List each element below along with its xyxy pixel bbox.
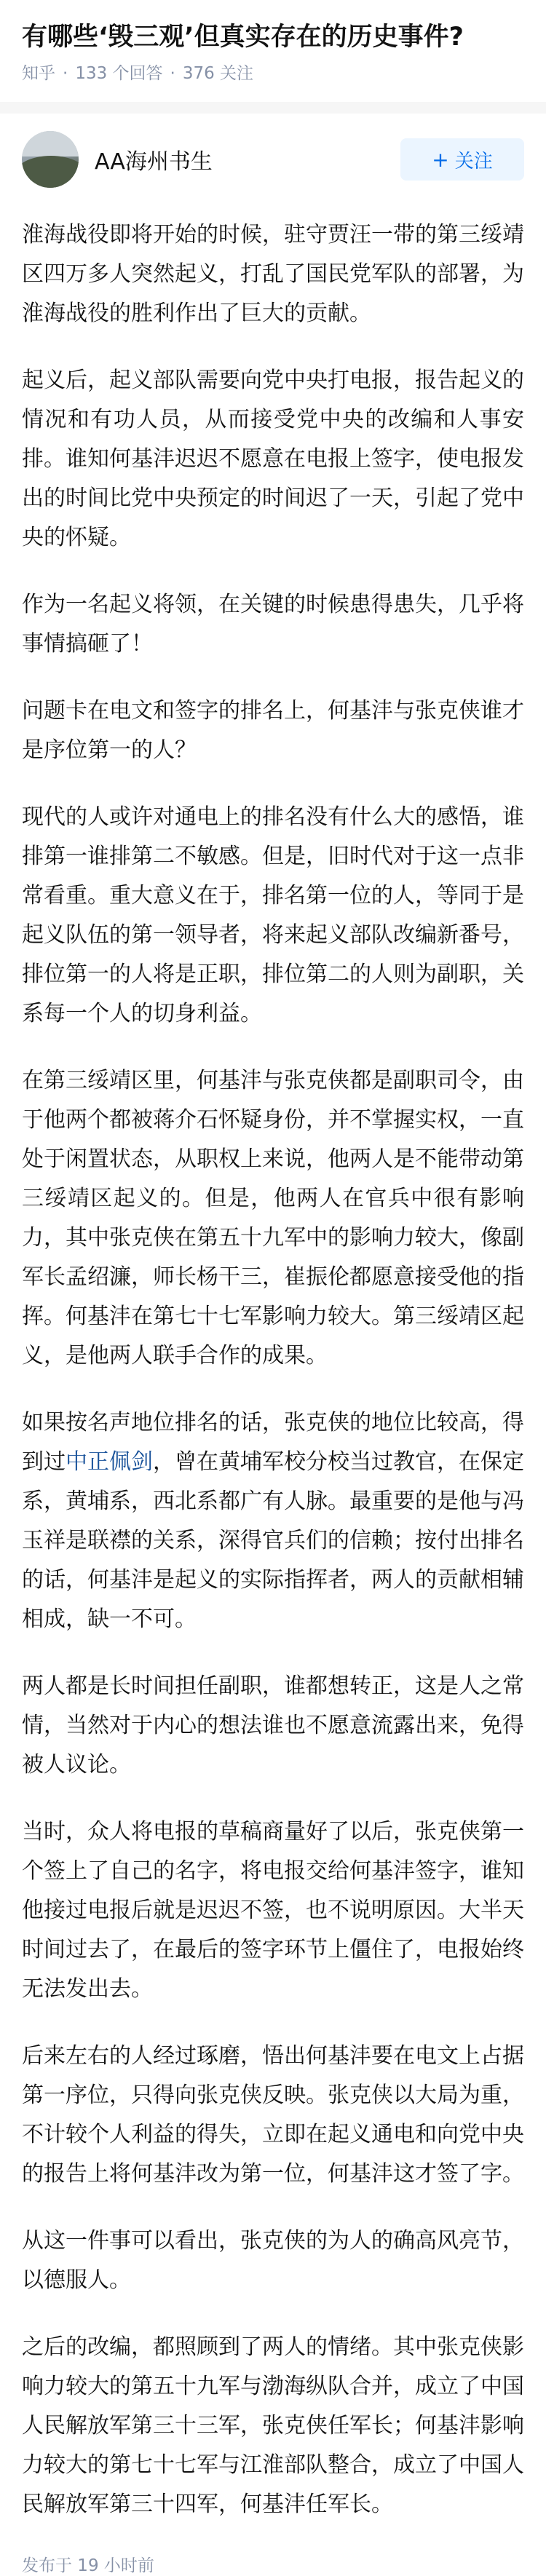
publish-time: 发布于 19 小时前 <box>22 2556 154 2575</box>
question-meta <box>22 61 524 86</box>
answer-paragraph: 当时，众人将电报的草稿商量好了以后，张克侠第一个签上了自己的名字，将电报交给何基沣签字，谁知他接过电报后就是迟迟不签，也不说明原因。大半天时间过去了，在最后的签字环节上僵住了，电报始终无法发出去。 <box>22 1819 524 2002</box>
section-divider <box>0 102 546 114</box>
answer-body <box>0 189 546 2524</box>
question-source[interactable]: 知乎 <box>22 64 55 83</box>
keyword-link[interactable]: 中正佩剑 <box>66 1449 153 1475</box>
avatar[interactable] <box>22 131 79 188</box>
answer-paragraph: 问题卡在电文和签字的排名上，何基沣与张克侠谁才是序位第一的人？ <box>22 698 524 763</box>
answers-count[interactable]: 133 个回答 <box>75 64 163 83</box>
answer-paragraph: 从这一件事可以看出，张克侠的为人的确高风亮节，以德服人。 <box>22 2228 524 2293</box>
answer-paragraph: 在第三绥靖区里，何基沣与张克侠都是副职司令，由于他两个都被蒋介石怀疑身份，并不掌握实权，一直处于闲置状态，从职权上来说，他两人是不能带动第三绥靖区起义的。但是，他两人在官兵中很有影响力，其中张克侠在第五十九军中的影响力较大，像副军长孟绍濂，师长杨干三，崔振伦都愿意接受他的指挥。何基沣在第七十七军影响力较大。第三绥靖区起义，是他两人联手合作的成果。 <box>22 1068 524 1368</box>
plus-icon: + <box>432 147 449 172</box>
answer-paragraph: 起义后，起义部队需要向党中央打电报，报告起义的情况和有功人员，从而接受党中央的改编和人事安排。谁知何基沣迟迟不愿意在电报上签字，使电报发出的时间比党中央预定的时间迟了一天，引起了党中央的怀疑。 <box>22 368 524 550</box>
avatar-hill <box>22 156 79 188</box>
question-header <box>0 0 546 86</box>
follow-button[interactable] <box>400 138 524 181</box>
paragraph-text: 如果按名声地位排名的话，张克侠的地位比较高，得到过 <box>22 1410 524 1475</box>
author-name[interactable]: AA海州书生 <box>95 149 213 175</box>
avatar-sky <box>22 131 79 156</box>
answer-paragraph: 两人都是长时间担任副职，谁都想转正，这是人之常情，当然对于内心的想法谁也不愿意流露出来，免得被人议论。 <box>22 1673 524 1778</box>
answer-paragraph: 现代的人或许对通电上的排名没有什么大的感悟，谁排第一谁排第二不敏感。但是，旧时代对于这一点非常看重。重大意义在于，排名第一位的人，等同于是起义队伍的第一领导者，将来起义部队改编新番号，排位第一的人将是正职，排位第二的人则为副职，关系每一个人的切身利益。 <box>22 804 524 1026</box>
answer-paragraph: 淮海战役即将开始的时候，驻守贾汪一带的第三绥靖区四万多人突然起义，打乱了国民党军队的部署，为淮海战役的胜利作出了巨大的贡献。 <box>22 222 524 326</box>
author-row <box>0 114 546 189</box>
answer-paragraph: 后来左右的人经过琢磨，悟出何基沣要在电文上占据第一序位，只得向张克侠反映。张克侠以大局为重，不计较个人利益的得失，立即在起义通电和向党中央的报告上将何基沣改为第一位，何基沣这才签了字。 <box>22 2043 524 2187</box>
meta-separator: · <box>170 64 175 83</box>
followers-count: 376 关注 <box>182 64 254 83</box>
answer-paragraph: 作为一名起义将领，在关键的时候患得患失，几乎将事情搞砸了！ <box>22 592 524 657</box>
follow-label: 关注 <box>454 150 493 173</box>
question-title[interactable]: 有哪些‘毁三观’但真实存在的历史事件? <box>22 23 464 52</box>
answer-paragraph: 之后的改编，都照顾到了两人的情绪。其中张克侠影响力较大的第五十九军与渤海纵队合并，成立了中国人民解放军第三十三军，张克侠任军长；何基沣影响力较大的第七十七军与江淮部队整合，成立了中国人民解放军第三十四军，何基沣任军长。 <box>22 2334 524 2517</box>
answer-paragraph <box>22 1403 524 1639</box>
meta-separator: · <box>63 64 68 83</box>
paragraph-text: ，曾在黄埔军校分校当过教官，在保定系，黄埔系，西北系都广有人脉。最重要的是他与冯玉祥是联襟的关系，深得官兵们的信赖；按付出排名的话，何基沣是起义的实际指挥者，两人的贡献相辅相成，缺一不可。 <box>22 1449 524 1632</box>
